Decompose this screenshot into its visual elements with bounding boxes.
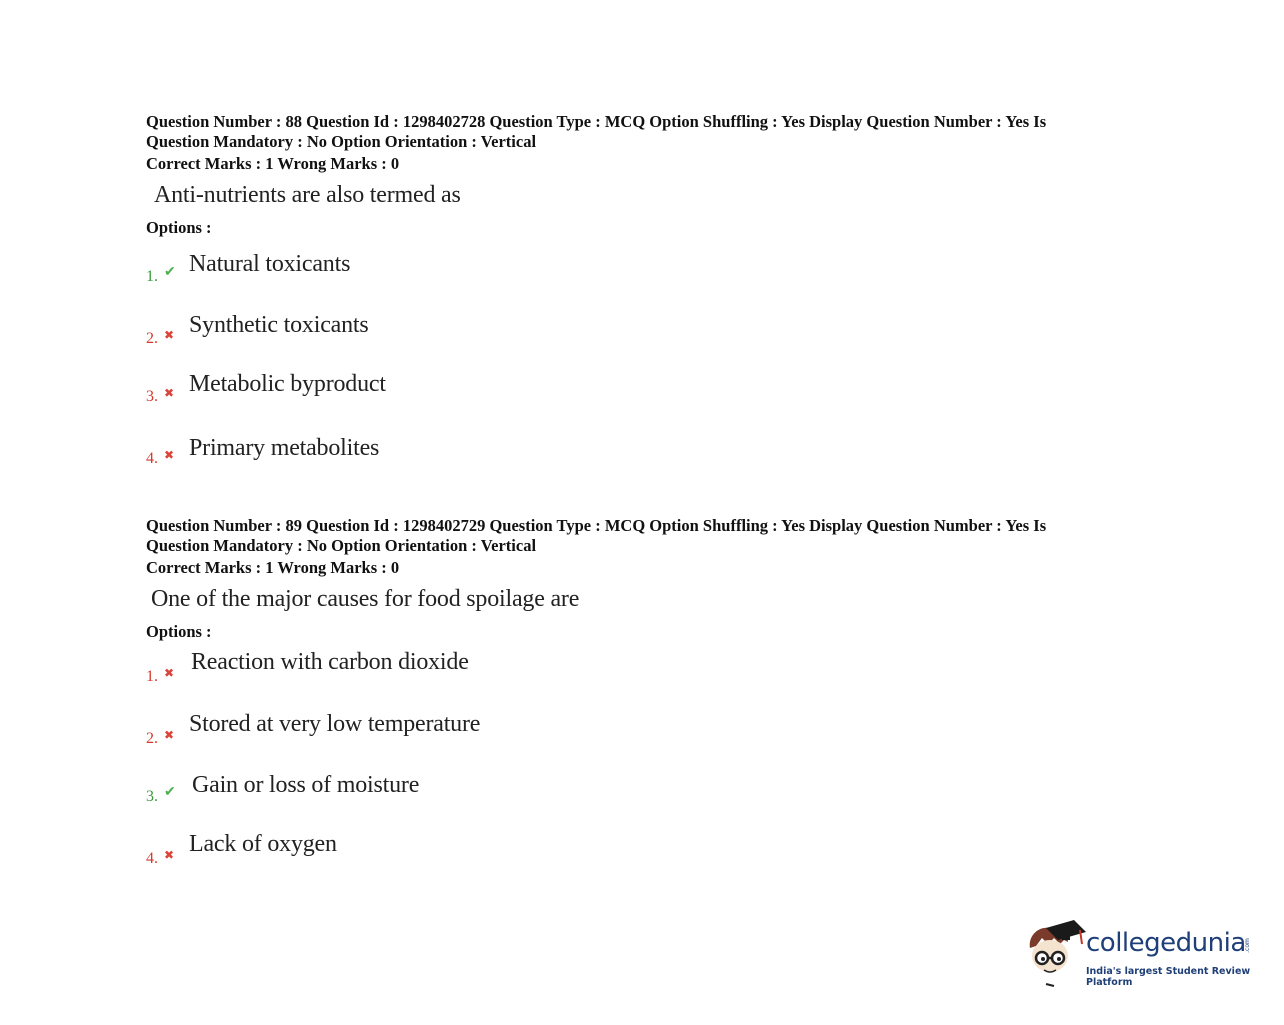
mascot-icon	[1024, 918, 1086, 988]
question-89	[146, 516, 1106, 886]
option-text: Stored at very low temperature	[189, 711, 481, 737]
question-meta-line2: Question Mandatory : No Option Orientation : Vertical	[146, 535, 537, 555]
option-text: Gain or loss of moisture	[192, 772, 420, 798]
option-number: 2.	[146, 730, 158, 747]
option-number: 3.	[146, 788, 158, 805]
option-number: 1.	[146, 668, 158, 685]
option-3	[146, 766, 1106, 826]
question-meta-line1: Question Number : 88 Question Id : 1298402728 Question Type : MCQ Option Shuffling : Yes Display Question Number : Yes Is	[146, 112, 1047, 131]
question-meta-line2: Question Mandatory : No Option Orientation : Vertical	[146, 131, 537, 151]
brand-tagline: India's largest Student Review Platform	[1086, 966, 1251, 988]
cross-icon: ✖	[164, 386, 175, 400]
question-meta-line1: Question Number : 89 Question Id : 1298402729 Question Type : MCQ Option Shuffling : Yes Display Question Number : Yes Is	[146, 516, 1047, 535]
option-number: 3.	[146, 388, 158, 405]
check-icon: ✔	[164, 785, 176, 800]
cross-icon: ✖	[164, 848, 175, 862]
option-text: Synthetic toxicants	[189, 312, 369, 338]
option-text: Lack of oxygen	[189, 831, 337, 857]
question-88	[146, 112, 1106, 486]
option-text: Metabolic byproduct	[189, 371, 386, 397]
option-text: Natural toxicants	[189, 251, 351, 277]
options-label: Options :	[146, 622, 212, 641]
options-label: Options :	[146, 218, 212, 237]
cross-icon: ✖	[164, 328, 175, 342]
brand-name: collegedunia	[1086, 928, 1246, 958]
cross-icon: ✖	[164, 666, 175, 680]
collegedunia-logo	[1024, 918, 1264, 988]
option-text: Reaction with carbon dioxide	[191, 649, 469, 675]
option-1	[146, 246, 1106, 306]
option-2	[146, 306, 1106, 366]
question-meta	[146, 516, 1106, 555]
option-number: 4.	[146, 450, 158, 467]
question-marks: Correct Marks : 1 Wrong Marks : 0	[146, 154, 400, 173]
question-text: One of the major causes for food spoilage are	[151, 586, 580, 612]
question-marks: Correct Marks : 1 Wrong Marks : 0	[146, 558, 400, 577]
question-meta	[146, 112, 1106, 151]
brand-domain: .com	[1243, 938, 1251, 953]
cross-icon: ✖	[164, 448, 175, 462]
option-number: 2.	[146, 330, 158, 347]
option-text: Primary metabolites	[189, 435, 380, 461]
check-icon: ✔	[164, 265, 176, 280]
question-text: Anti-nutrients are also termed as	[154, 182, 461, 208]
option-4	[146, 426, 1106, 486]
cross-icon: ✖	[164, 728, 175, 742]
option-1	[146, 646, 1106, 706]
option-number: 1.	[146, 268, 158, 285]
option-2	[146, 706, 1106, 766]
option-3	[146, 366, 1106, 426]
option-4	[146, 826, 1106, 886]
option-number: 4.	[146, 850, 158, 867]
